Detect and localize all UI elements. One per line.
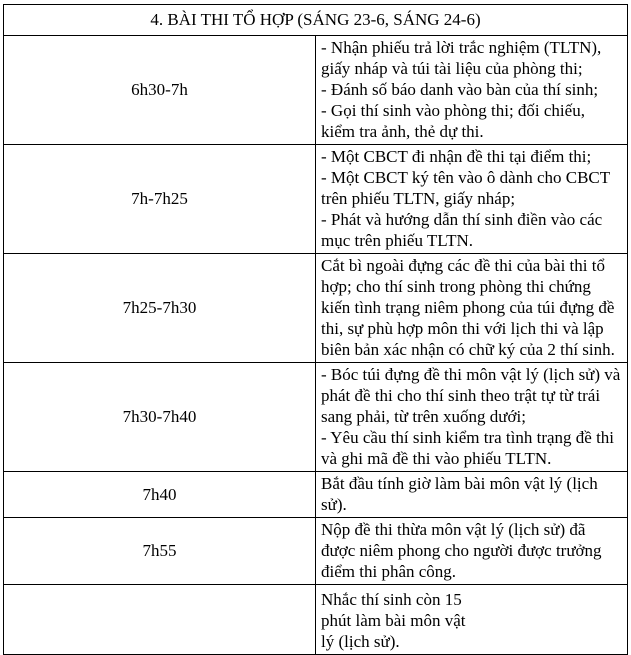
description-line: - Bóc túi đựng đề thi môn vật lý (lịch sử) và phát đề thi cho thí sinh theo trật tự từ trái sang phải, từ trên xuống dưới; bbox=[321, 365, 621, 426]
row-time: 7h55 bbox=[4, 518, 316, 585]
description-line: Nộp đề thi thừa môn vật lý (lịch sử) đã được niêm phong cho người được trưởng điểm thi phân công. bbox=[321, 520, 602, 581]
description-line: - Gọi thí sinh vào phòng thi; đối chiếu, kiểm tra ảnh, thẻ dự thi. bbox=[321, 101, 585, 141]
exam-schedule-table bbox=[3, 4, 628, 655]
description-line: Nhắc thí sinh còn 15 phút làm bài môn vật lý (lịch sử). bbox=[321, 590, 466, 651]
row-description bbox=[316, 585, 628, 655]
row-time: 7h30-7h40 bbox=[4, 363, 316, 472]
row-time: 7h-7h25 bbox=[4, 145, 316, 254]
row-time bbox=[4, 585, 316, 655]
table-row bbox=[4, 585, 628, 655]
description-line: - Một CBCT ký tên vào ô dành cho CBCT trên phiếu TLTN, giấy nháp; bbox=[321, 168, 610, 208]
description-line: - Yêu cầu thí sinh kiểm tra tình trạng đề thi và ghi mã đề thi vào phiếu TLTN. bbox=[321, 428, 615, 468]
table-row bbox=[4, 145, 628, 254]
table-title: 4. BÀI THI TỔ HỢP (SÁNG 23-6, SÁNG 24-6) bbox=[4, 5, 628, 36]
row-time: 6h30-7h bbox=[4, 36, 316, 145]
row-description bbox=[316, 363, 628, 472]
row-description bbox=[316, 254, 628, 363]
table-row bbox=[4, 363, 628, 472]
description-line: - Nhận phiếu trả lời trắc nghiệm (TLTN), giấy nháp và túi tài liệu của phòng thi; bbox=[321, 38, 602, 78]
table-row bbox=[4, 254, 628, 363]
row-time: 7h40 bbox=[4, 472, 316, 518]
row-description bbox=[316, 36, 628, 145]
row-time: 7h25-7h30 bbox=[4, 254, 316, 363]
row-description bbox=[316, 472, 628, 518]
description-line: - Một CBCT đi nhận đề thi tại điểm thi; bbox=[321, 147, 592, 166]
row-description bbox=[316, 145, 628, 254]
description-line: Cắt bì ngoài đựng các đề thi của bài thi tổ hợp; cho thí sinh trong phòng thi chứng kiến tình trạng niêm phong của túi đựng đề thi, sự phù hợp môn thi với lịch thi và lập biên bản xác nhận có chữ ký của 2 thí sinh. bbox=[321, 256, 615, 359]
table-row bbox=[4, 518, 628, 585]
table-row bbox=[4, 36, 628, 145]
description-line: - Đánh số báo danh vào bàn của thí sinh; bbox=[321, 80, 599, 99]
row-description bbox=[316, 518, 628, 585]
description-line: Bắt đầu tính giờ làm bài môn vật lý (lịch sử). bbox=[321, 474, 598, 514]
description-line: - Phát và hướng dẫn thí sinh điền vào các mục trên phiếu TLTN. bbox=[321, 210, 603, 250]
table-row bbox=[4, 472, 628, 518]
table-header-row bbox=[4, 5, 628, 36]
